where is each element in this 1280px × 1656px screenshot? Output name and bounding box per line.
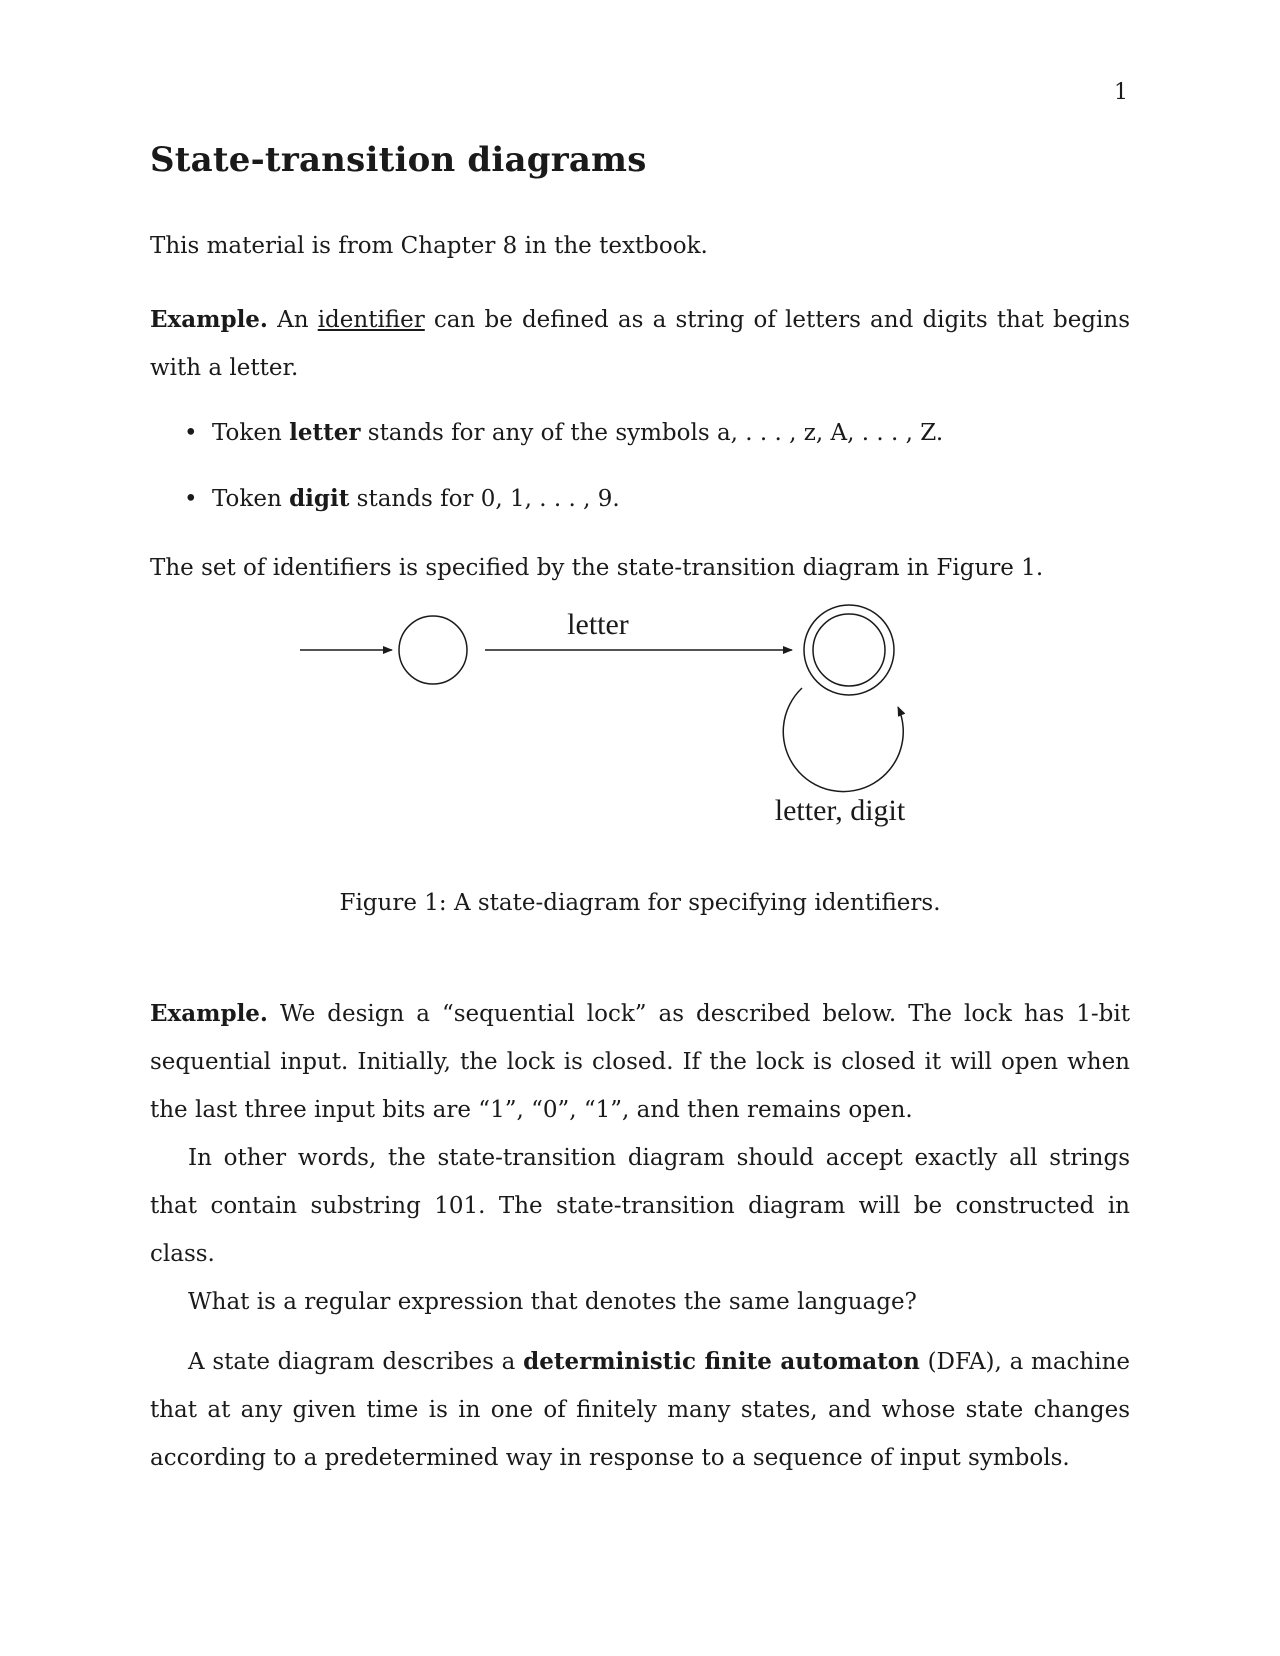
figure-caption: Figure 1: A state-diagram for specifying identifiers. [339,890,941,916]
intro-paragraph: This material is from Chapter 8 in the textbook. [150,233,708,259]
dfa-term: deterministic finite automaton [523,1348,920,1375]
accepting-state-inner [813,614,885,686]
example-identifier-paragraph [150,296,1130,392]
sequential-lock-section [150,990,1130,1326]
dfa-paragraph [150,1338,1130,1482]
state-transition-diagram [300,600,980,850]
sequential-lock-text: We design a “sequential lock” as described below. The lock has 1-bit sequential input. Initially, the lock is closed. If the lock is closed it will open when the last three input bits are “1”, “0”, “1”, and then remains open. [150,1001,1130,1123]
identifier-term: identifier [317,307,425,333]
bullet-prefix: Token [212,486,282,512]
bullet-token-digit: digit [289,485,350,512]
example-label: Example. [150,306,268,333]
dfa-text-after: (DFA), a machine that at any given time is in one of finitely many states, and whose state changes according to a predetermined way in response to a sequence of input symbols. [150,1349,1131,1471]
set-of-identifiers-paragraph: The set of identifiers is specified by the state-transition diagram in Figure 1. [150,555,1044,581]
accepting-state-outer [804,605,894,695]
start-state [399,616,467,684]
token-list [150,412,1130,544]
bullet-suffix: stands for any of the symbols a, . . . , z, A, . . . , Z. [367,420,944,446]
bullet-icon: • [184,420,198,446]
self-loop-arrow [783,688,903,792]
bullet-suffix: stands for 0, 1, . . . , 9. [356,486,620,512]
sequential-lock-paragraph [150,990,1130,1134]
list-item [150,412,1130,454]
edge-label-letter: letter [567,608,629,641]
page-title: State-transition diagrams [150,140,647,180]
regular-language-paragraph: In other words, the state-transition diagram should accept exactly all strings that contain substring 101. The state-transition diagram will be constructed in class. [150,1145,1130,1267]
edge-label-letter-digit: letter, digit [774,794,906,827]
list-item [150,478,1130,520]
dfa-text-before: A state diagram describes a [188,1349,516,1375]
example-text-after: can be defined as a string of letters and digits that begins with a letter. [150,307,1131,381]
example-label: Example. [150,1000,268,1027]
bullet-icon: • [184,486,198,512]
bullet-token-letter: letter [289,419,361,446]
bullet-prefix: Token [212,420,282,446]
page-number: 1 [1114,80,1128,105]
example-text-before: An [277,307,309,333]
regular-expression-question: What is a regular expression that denotes the same language? [188,1289,917,1315]
